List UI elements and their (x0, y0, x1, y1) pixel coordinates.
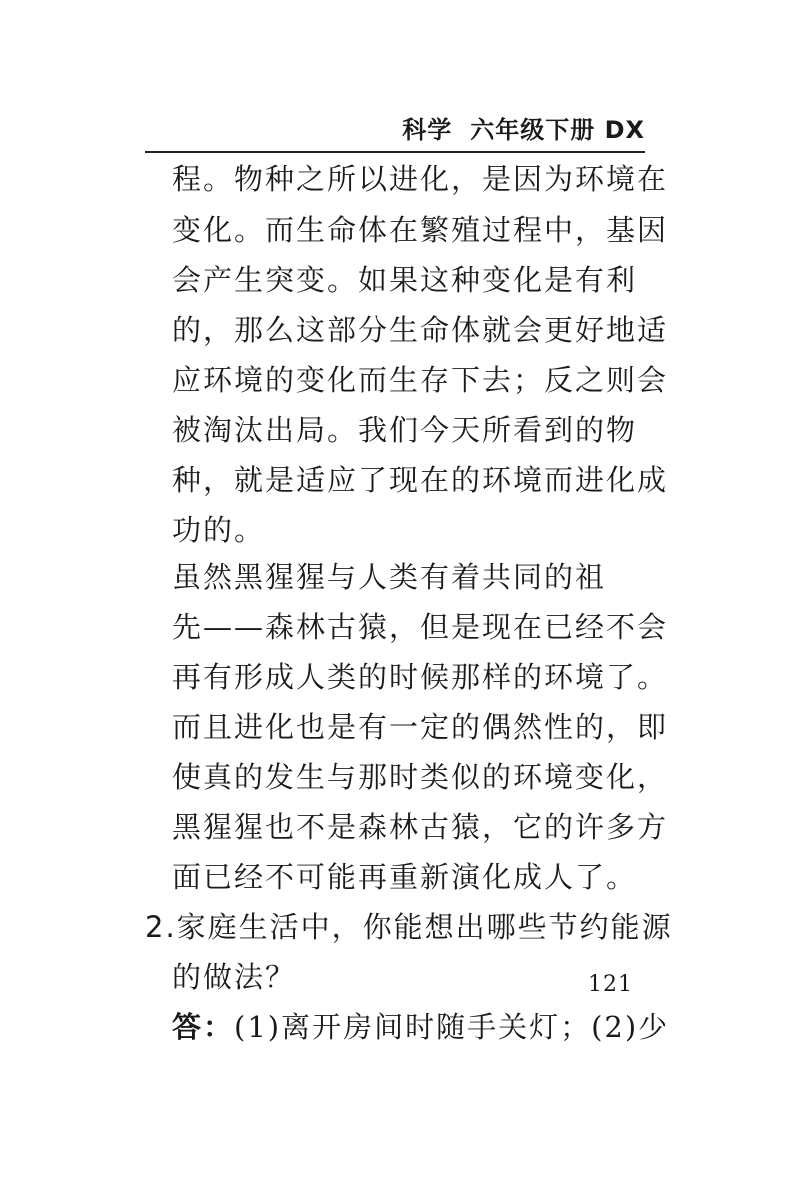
header-book: 六年级下册 DX (470, 116, 645, 144)
question-number: 2. (145, 910, 177, 944)
question-line (145, 907, 673, 947)
text-line: 程。物种之所以进化，是因为环境在 (172, 162, 669, 196)
text-line: 使真的发生与那时类似的环境变化， (172, 760, 669, 794)
answer-text: (1)离开房间时随手关灯；(2)少 (234, 1010, 670, 1044)
text-line: 再有形成人类的时候那样的环境了。 (172, 660, 669, 694)
text-line: 虽然黑猩猩与人类有着共同的祖 (172, 560, 607, 594)
header-rule (145, 151, 645, 153)
text-line: 功的。 (172, 513, 266, 547)
text-line: 先——森林古猿，但是现在已经不会 (172, 610, 669, 644)
answer-label: 答： (172, 1010, 235, 1044)
text-line: 的，那么这部分生命体就会更好地适 (172, 313, 669, 347)
text-line: 被淘汰出局。我们今天所看到的物 (172, 413, 638, 447)
text-line: 面已经不可能再重新演化成人了。 (172, 860, 638, 894)
text-line: 应环境的变化而生存下去；反之则会 (172, 363, 669, 397)
question-line: 的做法？ (172, 960, 297, 994)
text-line: 黑猩猩也不是森林古猿，它的许多方 (172, 810, 669, 844)
text-line: 变化。而生命体在繁殖过程中，基因 (172, 213, 669, 247)
header-subject: 科学 (402, 116, 453, 144)
text-line: 会产生突变。如果这种变化是有利 (172, 263, 638, 297)
page-number: 121 (588, 972, 633, 997)
running-header (145, 110, 645, 150)
answer-line (172, 1007, 669, 1047)
text-line: 而且进化也是有一定的偶然性的，即 (172, 710, 669, 744)
question-text: 家庭生活中，你能想出哪些节约能源 (176, 910, 673, 944)
text-line: 种，就是适应了现在的环境而进化成 (172, 463, 669, 497)
